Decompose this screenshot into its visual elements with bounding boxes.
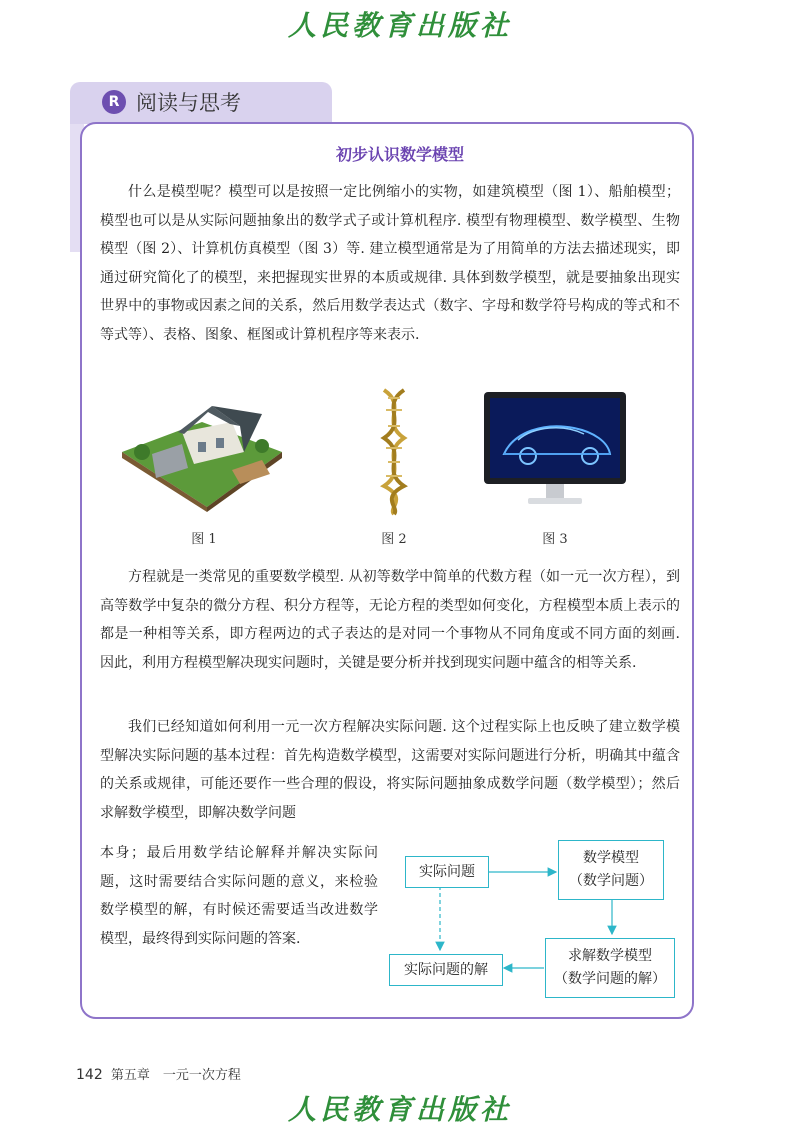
reading-icon: R bbox=[102, 90, 126, 114]
figure-2-caption: 图 2 bbox=[381, 532, 407, 547]
flow-real-problem: 实际问题 bbox=[405, 856, 489, 888]
chapter-label: 第五章 一元一次方程 bbox=[110, 1068, 241, 1083]
computer-simulation-image bbox=[484, 392, 626, 514]
flow-solve-model bbox=[545, 938, 675, 998]
figure-3-caption: 图 3 bbox=[542, 532, 568, 547]
publisher-logo-top: 人民教育出版社 bbox=[287, 9, 512, 42]
flow-real-solution: 实际问题的解 bbox=[389, 954, 503, 986]
flow-solve-model-line1: 求解数学模型 bbox=[568, 948, 652, 964]
article-title: 初步认识数学模型 bbox=[335, 145, 464, 164]
paragraph-2: 方程就是一类常见的重要数学模型. 从初等数学中简单的代数方程（如一元一次方程），到高等数学中复杂的微分方程、积分方程等，无论方程的类型如何变化，方程模型本质上表示的都是一种相等关系，即方程两边的式子表达的是对同一个事物从不同角度或不同方面的刻画. 因此，利用方程模型解决现实问题时，关键是要分析并找到现实问题中蕴含的相等关系. bbox=[100, 569, 680, 671]
flow-math-model-line1: 数学模型 bbox=[583, 850, 639, 866]
page-number: 142 bbox=[76, 1067, 103, 1083]
figure-1-caption: 图 1 bbox=[191, 532, 217, 547]
flow-math-model-line2: （数学问题） bbox=[569, 873, 653, 889]
paragraph-1: 什么是模型呢？模型可以是按照一定比例缩小的实物，如建筑模型（图 1）、船舶模型；模型也可以是从实际问题抽象出的数学式子或计算机程序. 模型有物理模型、数学模型、生物模型（图 2）、计算机仿真模型（图 3）等. 建立模型通常是为了用简单的方法去描述现实，即通过研究简化了的模型，来把握现实世界的本质或规律. 具体到数学模型，就是要抽象出现实世界中的事物或因素之间的关系，然后用数学表达式（数字、字母和数学符号构成的等式和不等式等）、表格、图象、框图或计算机程序等来表示. bbox=[100, 184, 680, 343]
dna-model-image bbox=[374, 386, 414, 516]
flow-solve-model-line2: （数学问题的解） bbox=[554, 971, 666, 987]
section-title: 阅读与思考 bbox=[136, 91, 241, 115]
publisher-logo-bottom: 人民教育出版社 bbox=[287, 1093, 512, 1126]
section-tab bbox=[70, 82, 332, 124]
paragraph-3: 我们已经知道如何利用一元一次方程解决实际问题. 这个过程实际上也反映了建立数学模型解决实际问题的基本过程：首先构造数学模型，这需要对实际问题进行分析，明确其中蕴含的关系或规律，可能还要作一些合理的假设，将实际问题抽象成数学问题（数学模型）；然后求解数学模型，即解决数学问题 bbox=[100, 719, 680, 821]
page-footer bbox=[76, 1064, 241, 1083]
house-model-image bbox=[112, 392, 292, 512]
paragraph-4: 本身；最后用数学结论解释并解决实际问题，这时需要结合实际问题的意义，来检验数学模型的解，有时候还需要适当改进数学模型，最终得到实际问题的答案. bbox=[100, 845, 378, 947]
flow-math-model bbox=[558, 840, 664, 900]
